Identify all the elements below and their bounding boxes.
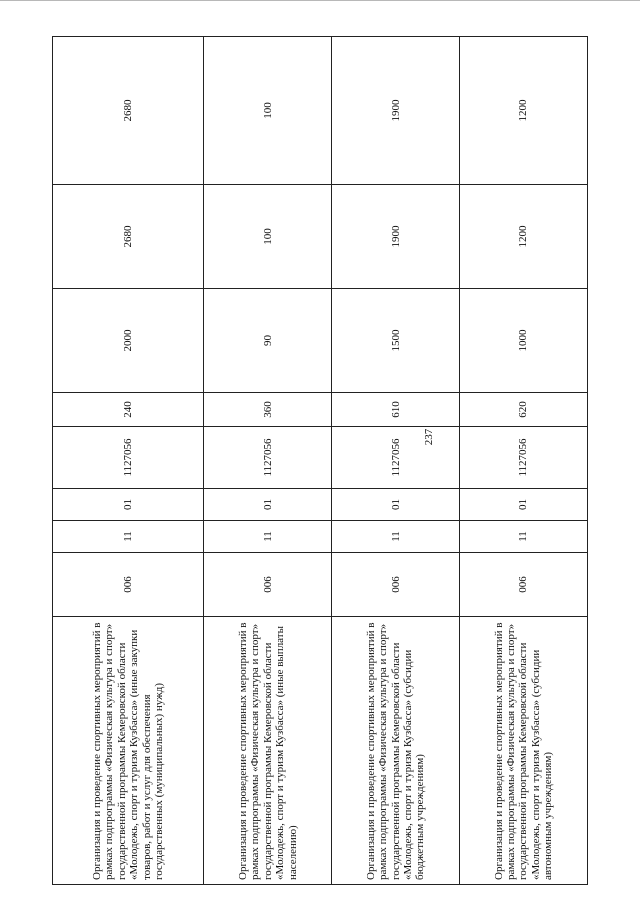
- amount-year-2: 1200: [460, 185, 588, 289]
- target-article-code: 1127056: [204, 427, 332, 489]
- amount-year-3: 1900: [332, 37, 460, 185]
- amount-year-1: 2000: [53, 289, 204, 393]
- expense-type-code: 610: [332, 393, 460, 427]
- table-row: [204, 37, 332, 885]
- section-code: 11: [204, 521, 332, 553]
- table-row: [460, 37, 588, 885]
- amount-year-2: 1900: [332, 185, 460, 289]
- section-code: 11: [332, 521, 460, 553]
- target-article-code: 1127056: [53, 427, 204, 489]
- subsection-code: 01: [460, 489, 588, 521]
- target-article-code: 1127056: [332, 427, 460, 489]
- amount-year-2: 2680: [53, 185, 204, 289]
- amount-year-2: 100: [204, 185, 332, 289]
- table-row: [53, 37, 204, 885]
- table-row: [332, 37, 460, 885]
- department-code: 006: [332, 553, 460, 617]
- row-name: Организация и проведение спортивных мероприятий в рамках подпрограммы «Физическая культура и спорт» государственной программы Кемеровской области «Молодежь, спорт и туризм Кузбасса» (субсидии автономным учреждениям): [460, 617, 588, 885]
- amount-year-3: 1200: [460, 37, 588, 185]
- amount-year-1: 1000: [460, 289, 588, 393]
- subsection-code: 01: [204, 489, 332, 521]
- subsection-code: 01: [53, 489, 204, 521]
- expense-type-code: 620: [460, 393, 588, 427]
- expense-type-code: 240: [53, 393, 204, 427]
- department-code: 006: [204, 553, 332, 617]
- amount-year-1: 90: [204, 289, 332, 393]
- section-code: 11: [53, 521, 204, 553]
- row-name: Организация и проведение спортивных мероприятий в рамках подпрограммы «Физическая культура и спорт» государственной программы Кемеровской области «Молодежь, спорт и туризм Кузбасса» (иные закупки товаров, работ и услуг для обеспечения государственных (муниципальных) нужд): [53, 617, 204, 885]
- amount-year-3: 100: [204, 37, 332, 185]
- expense-type-code: 360: [204, 393, 332, 427]
- amount-year-1: 1500: [332, 289, 460, 393]
- target-article-code: 1127056: [460, 427, 588, 489]
- subsection-code: 01: [332, 489, 460, 521]
- row-name: Организация и проведение спортивных мероприятий в рамках подпрограммы «Физическая культура и спорт» государственной программы Кемеровской области «Молодежь, спорт и туризм Кузбасса» (иные выплаты населению): [204, 617, 332, 885]
- page-number: 237: [423, 428, 435, 446]
- section-code: 11: [460, 521, 588, 553]
- row-name: Организация и проведение спортивных мероприятий в рамках подпрограммы «Физическая культура и спорт» государственной программы Кемеровской области «Молодежь, спорт и туризм Кузбасса» (субсидии бюджетным учреждениям): [332, 617, 460, 885]
- amount-year-3: 2680: [53, 37, 204, 185]
- scan-edge-line: [0, 0, 640, 1]
- department-code: 006: [53, 553, 204, 617]
- budget-table: [52, 36, 588, 885]
- department-code: 006: [460, 553, 588, 617]
- budget-table-container: [52, 37, 588, 885]
